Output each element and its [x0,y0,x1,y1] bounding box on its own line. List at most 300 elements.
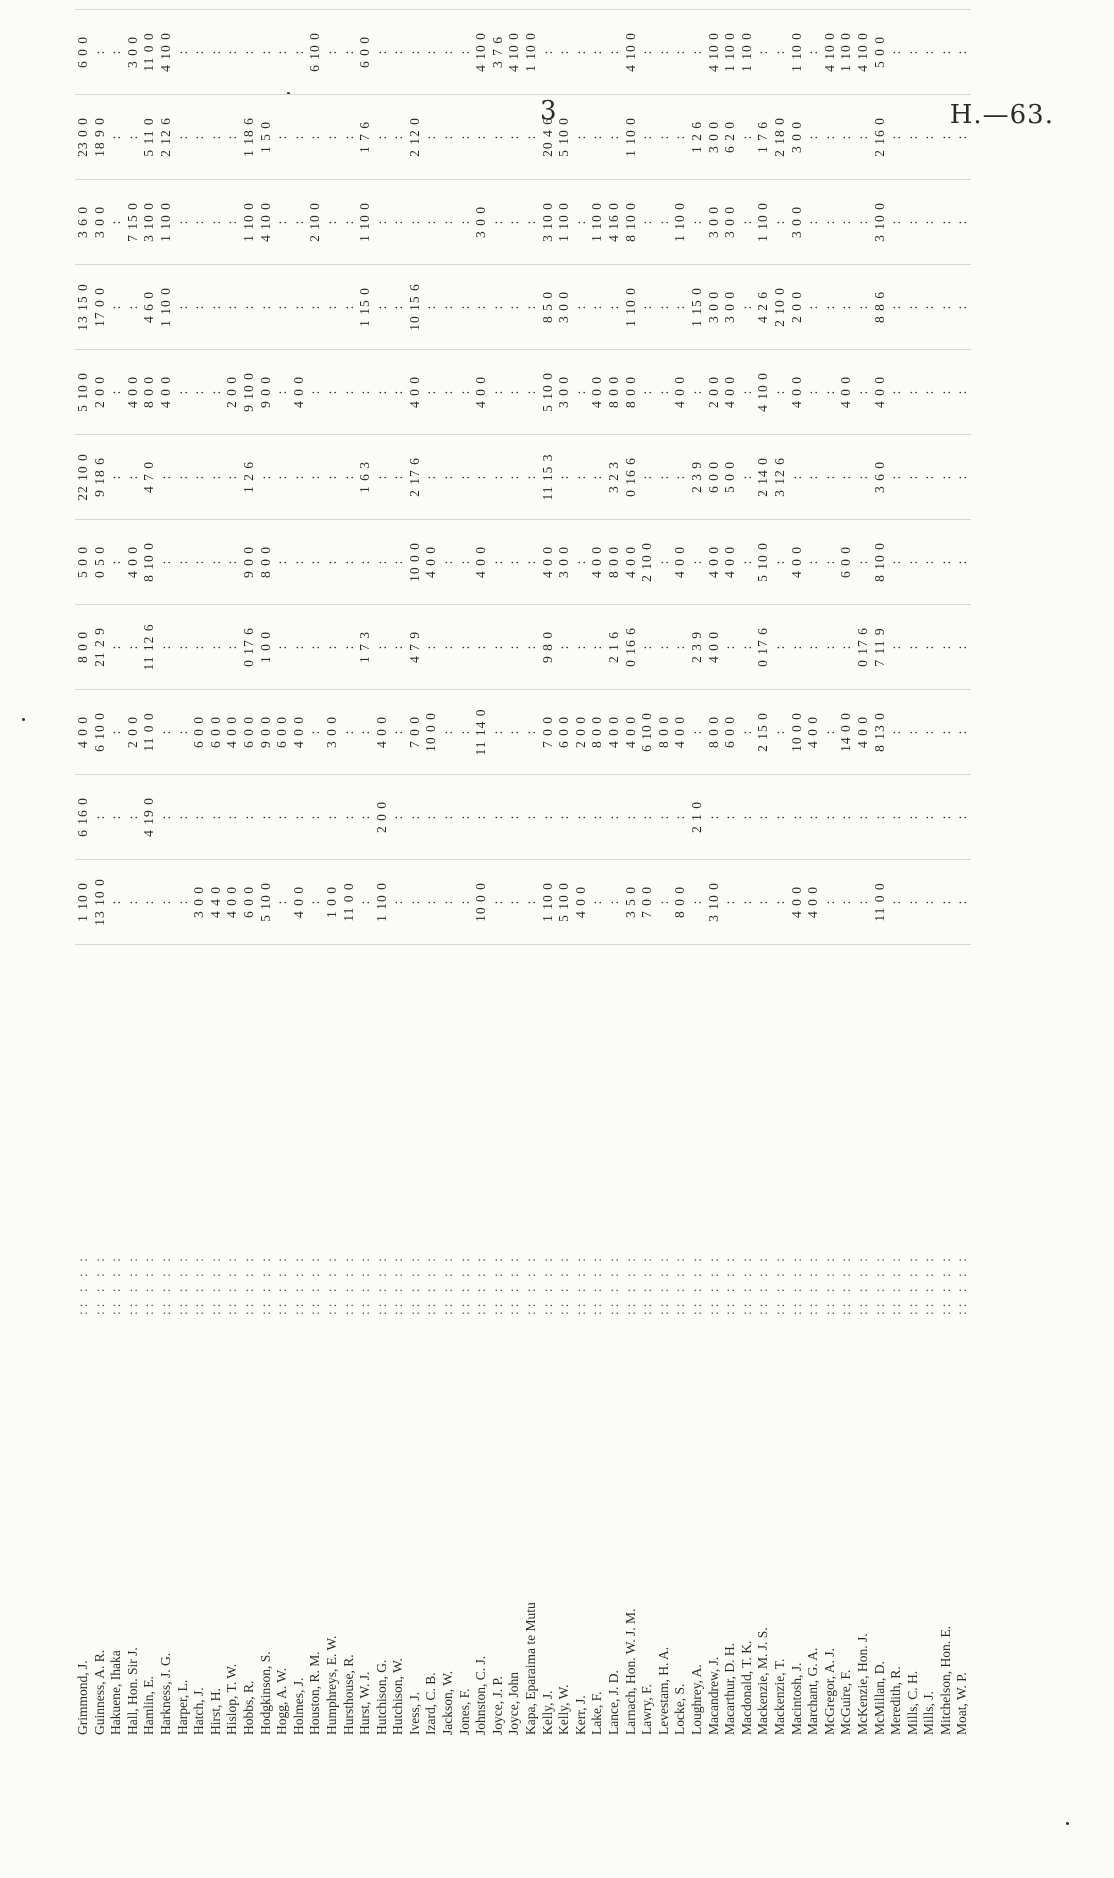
amount-cell: : [838,95,855,180]
amount-cell [805,0,822,10]
amount-cell: : [573,435,590,520]
member-name: Hakuene, Ihaka [108,1650,124,1735]
leader-dots: :: : : : [307,1254,323,1315]
amount-cell: 6 0 0 [75,10,92,95]
member-name: Hogg, A. W. [274,1667,290,1735]
amount-cell: 3 12 6 [772,435,789,520]
amount-cell: : [888,350,905,435]
amount-cell: 3 0 0 [706,265,723,350]
amount-cell: : [108,10,125,95]
amount-cell: 3 0 0 [125,10,142,95]
amount-cell: : [324,775,341,860]
amount-cell: : [457,350,474,435]
amount-cell: : [108,605,125,690]
amount-cell: : [506,520,523,605]
amount-cell [772,0,789,10]
amount-cell: : [689,690,706,775]
member-name: Mackenzie, T. [771,1658,787,1735]
member-name: Hobbs, R. [240,1680,256,1735]
amount-cell: : [838,860,855,945]
print-speck [1066,1822,1069,1825]
amount-cell: 1 5 0 [258,95,275,180]
amount-cell [755,0,772,10]
amount-cell: 9 0 0 [241,520,258,605]
amount-cell: 4 10 0 [258,180,275,265]
amount-cell: 6 10 0 [639,690,656,775]
amount-cell: : [224,265,241,350]
member-name: Macandrew, J. [705,1656,721,1735]
amount-cell: : [341,95,358,180]
amount-cell: : [423,435,440,520]
amount-cell: : [457,605,474,690]
amount-cell: 1 10 0 [523,10,540,95]
amount-cell: 3 0 0 [789,180,806,265]
amount-cell: 13 15 0 [75,265,92,350]
amount-cell: 4 10 0 [506,10,523,95]
leader-dots: :: : : : [157,1254,173,1315]
member-name: Mills, J. [921,1691,937,1735]
amount-cell: : [341,690,358,775]
amount-cell: : [108,690,125,775]
amount-cell [656,0,673,10]
amount-cell: : [938,605,955,690]
amount-cell: 4 0 0 [606,690,623,775]
amount-cell: 11 0 0 [341,860,358,945]
member-name: Hamlin, E. [141,1676,157,1735]
amount-cell: : [258,265,275,350]
member-name: Grimmond, J. [75,1660,90,1735]
member-name: Guinness, A. R. [91,1649,107,1735]
amount-cell: : [125,265,142,350]
amount-cell: 0 5 0 [92,520,109,605]
leader-dots: :: : : : [456,1254,472,1315]
amount-cell: : [772,180,789,265]
amount-cell: 4 10 0 [623,10,640,95]
amount-cell: : [274,605,291,690]
leader-dots: :: : : : [323,1254,339,1315]
table-row [240,49,258,1735]
amount-cell: : [789,775,806,860]
amount-cell: : [888,95,905,180]
amount-cell: : [457,180,474,265]
amount-cell: : [905,775,922,860]
amount-cell: : [789,605,806,690]
leader-dots: :: : : : [423,1254,439,1315]
amount-cell: : [689,860,706,945]
amount-cell: : [291,520,308,605]
member-name: McMillan, D. [871,1661,887,1735]
amount-cell: 1 10 0 [540,860,557,945]
amount-cell: 8 5 0 [540,265,557,350]
member-name: Johnston, C. J. [473,1655,489,1735]
amount-cell: 8 0 0 [656,690,673,775]
amount-cell [258,0,275,10]
amount-cell: 14 0 0 [838,690,855,775]
amount-cell: : [341,10,358,95]
amount-cell: 1 10 0 [589,180,606,265]
amount-cell: : [258,10,275,95]
table-row [91,49,109,1735]
amount-cell: 1 18 6 [241,95,258,180]
amount-cell: 1 10 0 [158,180,175,265]
amount-cell: : [274,435,291,520]
table-row [622,32,640,1735]
amount-cell: : [706,775,723,860]
leader-dots: :: : : : [556,1254,572,1315]
leader-dots: :: : : : [821,1254,837,1315]
amount-cell [457,0,474,10]
amount-cell: 4 0 0 [672,350,689,435]
amount-cell: : [838,605,855,690]
amount-cell: 2 10 0 [639,520,656,605]
amount-cell: 4 10 0 [473,10,490,95]
amount-cell: : [274,10,291,95]
amount-cell: : [108,435,125,520]
amount-cell: : [324,350,341,435]
amount-cell: : [274,180,291,265]
amount-cell: : [506,180,523,265]
member-name: Kapa, Eparaima te Mutu [523,1602,539,1735]
amount-cell: : [772,520,789,605]
amount-cell [589,0,606,10]
amount-cell [822,0,839,10]
table-row [589,49,606,1735]
amount-cell: 1 2 6 [689,95,706,180]
amount-cell: : [672,775,689,860]
amount-cell: : [739,435,756,520]
amount-cell: : [689,10,706,95]
amount-cell: 8 0 0 [606,520,623,605]
amount-cell: : [490,350,507,435]
amount-cell [556,0,573,10]
amount-cell: 4 0 0 [623,520,640,605]
amount-cell: 4 0 0 [672,520,689,605]
amount-cell: : [191,520,208,605]
amount-cell [672,0,689,10]
leader-dots: :: : : : [440,1254,456,1315]
leader-dots: :: : : : [290,1254,306,1315]
leader-dots: :: : : : [738,1254,754,1315]
amount-cell: 6 0 0 [357,10,374,95]
member-name: Harper, L. [174,1679,190,1735]
amount-cell: : [175,775,192,860]
amount-cell: : [341,265,358,350]
amount-cell: 2 0 0 [573,690,590,775]
amount-cell: : [589,265,606,350]
leader-dots: :: : : : [390,1254,406,1315]
amount-cell: : [374,605,391,690]
amount-cell: : [224,180,241,265]
leader-dots: :: : : : [871,1254,887,1315]
amount-cell: 4 0 0 [224,860,241,945]
amount-cell: 4 0 0 [75,690,92,775]
amount-cell [838,0,855,10]
amount-cell: : [506,690,523,775]
amount-cell: : [374,435,391,520]
amount-cell [75,0,92,10]
table-row [207,49,225,1735]
amount-cell: : [556,435,573,520]
amount-cell: 6 0 0 [722,690,739,775]
amount-cell: 1 10 0 [623,265,640,350]
table-row [904,49,922,1735]
amount-cell: : [523,180,540,265]
amount-cell: : [921,435,938,520]
table-row [108,49,125,1735]
amount-cell: : [224,775,241,860]
amount-cell: : [208,10,225,95]
amount-cell: : [291,435,308,520]
print-speck [22,718,25,721]
amount-cell: : [473,265,490,350]
member-name: Kerr, J. [572,1695,588,1735]
amount-cell: : [805,605,822,690]
amount-cell: : [789,435,806,520]
amount-cell: 4 16 0 [606,180,623,265]
amount-cell: : [888,860,905,945]
amount-cell [374,0,391,10]
amount-cell: : [440,95,457,180]
amount-cell: : [374,520,391,605]
amount-cell: : [523,775,540,860]
amount-cell: : [573,95,590,180]
amount-cell: : [921,265,938,350]
amount-cell: : [855,435,872,520]
amount-cell: : [921,775,938,860]
amount-cell: 7 15 0 [125,180,142,265]
amount-cell: : [374,10,391,95]
member-name: Kelly, J. [539,1690,555,1735]
amount-cell [274,0,291,10]
amount-cell: : [656,605,673,690]
amount-cell: : [905,265,922,350]
amount-cell: : [689,350,706,435]
amount-cell: : [606,775,623,860]
amount-cell: : [606,95,623,180]
amount-cell: : [838,775,855,860]
table-row [390,49,407,1735]
amount-cell [175,0,192,10]
amount-cell: : [175,10,192,95]
amount-cell: 3 0 0 [722,265,739,350]
amount-cell: : [739,605,756,690]
amount-cell: : [921,520,938,605]
amount-cell: 11 0 0 [872,860,889,945]
amount-cell: : [208,520,225,605]
amount-cell: 10 0 0 [423,690,440,775]
amount-cell: 2 1 6 [606,605,623,690]
amount-cell: 2 17 6 [407,435,424,520]
amount-cell: 4 10 0 [822,10,839,95]
amount-cell: 4 0 0 [589,350,606,435]
amount-cell: : [739,690,756,775]
amount-cell: 5 0 0 [722,435,739,520]
amount-cell: : [805,775,822,860]
amount-cell: 4 0 0 [374,690,391,775]
table-row [688,49,706,1735]
amount-cell [722,0,739,10]
member-name: Houston, R. M. [307,1651,323,1735]
table-row [506,32,523,1735]
amount-cell: : [822,350,839,435]
amount-cell: : [407,180,424,265]
amount-cell: : [407,10,424,95]
amount-cell: : [822,860,839,945]
member-name: Joyce, John [506,1672,522,1735]
amount-cell: : [772,860,789,945]
amount-cell [440,0,457,10]
amount-cell: : [490,860,507,945]
leader-dots: :: : : : [174,1254,190,1315]
amount-cell: 7 0 0 [407,690,424,775]
amount-cell: : [324,520,341,605]
amount-cell: : [390,435,407,520]
amount-cell: : [954,180,971,265]
table-row [489,36,507,1735]
page-reference: H.—63. [949,100,1054,130]
amount-cell: 1 10 0 [556,180,573,265]
amount-cell: 23 0 0 [75,95,92,180]
amount-cell: : [506,265,523,350]
amount-cell: 3 0 0 [473,180,490,265]
table-row [937,49,955,1735]
amount-cell: 5 10 0 [75,350,92,435]
amount-cell: 8 10 0 [872,520,889,605]
amount-cell: : [905,690,922,775]
amount-cell: 6 2 0 [722,95,739,180]
leader-dots: :: : : : [191,1254,207,1315]
amount-cell: : [656,520,673,605]
amount-cell: : [390,265,407,350]
amount-cell: : [191,350,208,435]
amount-cell: : [390,690,407,775]
amount-cell: : [656,860,673,945]
member-name: Joyce, J. P. [489,1676,505,1735]
amount-cell: : [390,180,407,265]
amount-cell: : [374,180,391,265]
amount-cell: : [490,605,507,690]
amount-cell: : [208,265,225,350]
amount-cell: 11 0 0 [141,690,158,775]
amount-cell [938,0,955,10]
amount-cell: 4 10 0 [158,10,175,95]
amount-cell: 10 15 6 [407,265,424,350]
amount-cell: : [158,605,175,690]
amount-cell: : [573,180,590,265]
amount-cell: : [905,435,922,520]
amount-cell: : [125,435,142,520]
amount-cell: : [473,775,490,860]
leader-dots: :: : : : [771,1254,787,1315]
table-row [556,49,573,1735]
table-row [755,49,772,1735]
amount-cell: : [274,775,291,860]
amount-cell: 4 0 0 [623,690,640,775]
amount-cell: 5 10 0 [556,95,573,180]
leader-dots: :: : : : [606,1254,621,1315]
leader-dots: :: : : : [406,1254,422,1315]
table-row [572,49,590,1735]
amount-cell [208,0,225,10]
amount-cell: : [954,690,971,775]
amount-cell: : [390,775,407,860]
amount-cell: : [838,265,855,350]
amount-cell: 4 0 0 [540,520,557,605]
amount-cell: 1 0 0 [324,860,341,945]
amount-cell: : [921,95,938,180]
amount-cell: : [390,605,407,690]
amount-cell: : [689,520,706,605]
amount-cell: : [954,350,971,435]
leader-dots: :: : : : [722,1254,738,1315]
amount-cell: 1 7 3 [357,605,374,690]
amount-cell: : [739,95,756,180]
amount-cell [125,0,142,10]
amount-cell [341,0,358,10]
amount-cell: : [523,520,540,605]
amount-cell: : [108,775,125,860]
amount-cell: : [739,860,756,945]
amount-cell: 2 15 0 [755,690,772,775]
amount-cell: : [606,265,623,350]
amount-cell: : [341,605,358,690]
amount-cell: : [440,775,457,860]
amount-cell: : [589,95,606,180]
amount-cell: 9 0 0 [258,350,275,435]
amount-cell: : [872,775,889,860]
member-name: Jackson, W. [440,1670,456,1735]
table-row [191,49,208,1735]
member-name: Locke, S. [672,1683,688,1735]
amount-cell: : [755,860,772,945]
amount-cell: : [423,265,440,350]
amount-cell: 2 3 9 [689,435,706,520]
table-row [290,49,308,1735]
amount-cell: : [208,95,225,180]
amount-cell [390,0,407,10]
amount-cell: : [739,775,756,860]
member-name: McGregor, A. J. [821,1648,837,1735]
amount-cell: : [822,775,839,860]
table-row [539,49,557,1735]
leader-dots: :: : : : [688,1254,704,1315]
amount-cell: : [125,775,142,860]
amount-cell: : [838,180,855,265]
leader-dots: :: : : : [921,1254,937,1315]
amount-cell: 8 0 0 [672,860,689,945]
amount-cell: : [739,180,756,265]
amount-cell: : [573,265,590,350]
amount-cell [623,0,640,10]
amount-cell: : [341,180,358,265]
amount-cell: : [805,435,822,520]
amount-cell: 4 4 0 [208,860,225,945]
amount-cell: : [291,605,308,690]
amount-cell: : [772,10,789,95]
table-row [141,32,158,1735]
member-name: Moat, W. P. [954,1672,970,1735]
amount-cell: : [307,350,324,435]
amount-cell: 4 10 0 [706,10,723,95]
amount-cell: 6 16 0 [75,775,92,860]
amount-cell: : [158,520,175,605]
amount-cell: : [938,690,955,775]
amount-cell: 0 17 6 [241,605,258,690]
amount-cell: 9 0 0 [258,690,275,775]
amount-cell: 2 12 0 [407,95,424,180]
leader-dots: :: : : : [108,1254,124,1315]
amount-cell: 6 0 0 [208,690,225,775]
